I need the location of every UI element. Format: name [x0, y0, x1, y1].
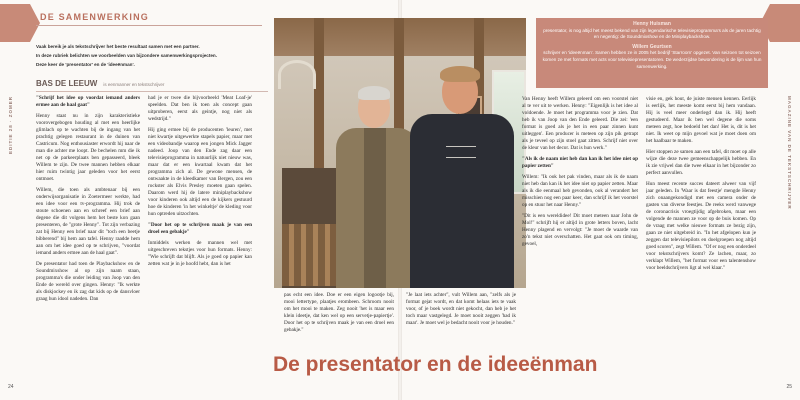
- byline-divider: [36, 91, 268, 92]
- intro-block: [36, 42, 268, 69]
- antlers-decoration: [278, 60, 316, 89]
- byline: [36, 79, 164, 88]
- vertical-label-right: MAGAZINE VAN DE TEKSTSCHRIJVER: [787, 96, 792, 210]
- article-column-3: [284, 292, 394, 348]
- paragraph: Van Henny heeft Willem geleerd om een voorstel niet al te ver uit te werken. Henny: "Eigenlijk is het idee al voldoende. Je moet het programma voor je zien. Dat heb ik van Joop van den Ende geleerd. Die zei: 'een format is goed als je het in een paar zinnen kunt uitleggen'. Een producer is meteen op zijn pik getrapt als je teveel op zijn stoel gaat zitten. Schrijf niet over de kleur van het decor. Dat is hun werk.": [522, 96, 638, 151]
- article-headline: De presentator en de ideeënman: [273, 353, 598, 376]
- subheading: "Door het op te schrijven maak je van een droel een gebakje": [148, 222, 252, 235]
- author-role: is eenmanner en tekstschrijver: [103, 82, 165, 87]
- paragraph: Inmiddels werken de mannen wel met uitgeschreven tekstjes voor hun formats. Henny: "Wie schrijft dat blijft. Als je goed op papier kan zetten wat je in je hoofd hebt, dan is het: [148, 240, 252, 267]
- author-name: BAS DE LEEUW: [36, 79, 98, 88]
- article-photo: [274, 18, 526, 288]
- vertical-label-left: EDITIE 28 · ZOMER: [8, 96, 13, 155]
- page-number-right: 25: [786, 384, 792, 390]
- article-column-4: [406, 292, 516, 348]
- article-column-2: [148, 95, 252, 357]
- article-column-5: [522, 96, 638, 358]
- paragraph: had je er twee die bijvoorbeeld 'Meat Loaf-je' speelden. Dat ben ik toen als concept gaan uitproberen, eerst als geintje, nog niet als wedstrijd.": [148, 95, 252, 122]
- bio-name-2: Willem Geurtsen: [632, 43, 672, 50]
- bio-box: [536, 18, 768, 88]
- bio-text-1: presentator, is nog altijd het meest bekend van zijn legendarische televisieprogramma's als de jaren tachtig en negentig: de Soundmixshow en de Miniplaybackshow.: [543, 27, 761, 40]
- paragraph: Henny staat nu in zijn karakteristieke voorovergebogen houding al met een heerlijke glimlach op te wachten bij de ingang van het prachtig gelegen restaurant in de duinen van Castricum. Nog enthousiaster erwordt hij naar de man die achter me loopt. De bechelen mm die ik net op de parkeerplaats ben gepasseerd, bleek Willem te zijn. De twee mannen hebben elkaar hier ruim twintig jaar geleden voor het eerst ontmoet.: [36, 113, 140, 182]
- article-column-1: [36, 95, 140, 357]
- paragraph: Hier stoppen ze samen aan een tafel, dit moet op alle wijze die deze twee gemeenschappelijk hebben. En ik zie vrijwel dan die twee elkaar in het bijzonder zo perfect aanvullen.: [646, 149, 756, 176]
- paragraph: "Dit is een wereldidee! Dit moet meteen naar John de Mol!" schrijft hij er altijd in grote letters boven, lacht Henny plagend en vervolgt: "Je moet de waarde van zo'n tekst niet overschatten. Het gaat ook om timing, gevoel,: [522, 213, 638, 247]
- section-title: DE SAMENWERKING: [40, 12, 150, 22]
- intro-line: Deze keer de 'presentator' en de 'ideeënman'.: [36, 62, 135, 67]
- subheading: "Als ik de naam niet heb dan kan ik het idee niet op papier zetten": [522, 156, 638, 169]
- header-divider: [36, 25, 262, 26]
- subheading: "Schrijf het idee op voordat iemand anders ermee aan de haal gaat": [36, 95, 140, 108]
- paragraph: Willem: "Ik ook het pak vinden, maar als ik de naam niet heb dan kan ik het idee niet op papier zetten. Maar als ik die eenmaal heb gevonden, ook al verandert het misschien nog een paar keer, dan schrijf ik het voorstel op en stuur het naar Henny.": [522, 174, 638, 208]
- paragraph: "Je laat iets achter", vult Willem aan, "zelfs als je format gejat wordt, en dat komt helaas iets te vaak voor, of je boek wordt niet gekocht, dan heb je het toch maar vastgelegd. Je moet nooit zeggen 'had ik maar'. Je moet wel je bedacht nooit voor je houden.": [406, 292, 516, 326]
- paragraph: Willem, die toen als ambtenaar bij een onderwijsorganisatie in Zoetermeer werkte, had een idee voor een tv-programma. Hij trok de stoute schoenen aan en schreef een brief aan degene die dit volgens hem het beste kon gaan presenteren, de "grote Henny". Tot zijn verbazing zat bij Henny een brief naar dit "toch een beetje bibberend" bij hem aan tafel. Henny raadde hem aan om het idee goed op te schrijven, "voordat iemand anders ermee aan de haal gaat".: [36, 187, 140, 256]
- paragraph: pas echt een idee. Doe er een eigen logootje bij, mooi lettertype, plaatjes erombeen. Schroom nooit om het mooi te maken. Zeg nooit 'het is maar een klein ideetje, dat ken wel op een servetje-papiertje'. Door het op te schrijven maak je van een droel een gebakje.": [284, 292, 394, 333]
- person-right: [406, 64, 516, 288]
- page-number-left: 24: [8, 384, 14, 390]
- paragraph: Hij ging ermee bij de producenten 'leuren', met niet kwartje uitgewerkte stapels papier, maar met een videobandje waarop een jongen Mick Jagger nadeed. Joop van den Ende zag daar een televisieprogramma in natuurlijk niet nieuw was, maar dat er een kwartaal kwam dat het programma zich al. De gewone mensen, de ontwaakte in de kleedkamer van Bergen, zou een rockster als Elvis Presley moeten gaan spelen. Daarom werd hij de latere miniplaybackshow voor kinderen ook altijd een de kijkers gestuurd hoe de kinderen 'in het winkeltje' de kleding voor hun optreden uitzochten.: [148, 127, 252, 217]
- section-tab-marker-right: [770, 4, 800, 42]
- paragraph: Hun meest recente succes dateert alweer van vijf jaar geleden. In 'Waar is dat feestje' mengde Henny zich onaangekondigd met een camera onder de gasten van diverse feestjes. De reeks werd vanwege de coronacrisis vroegtijdig afgebroken, maar een volgende de mannen ze voor op de buis komen. Op de vraag met welke nieuwe formats ze bezig zijn, gaan ze niet uitgebreid in. "In het afgelopen kun je zeggen dat televisiepilots en doelgroepen nog altijd goed scoren", zegt Willem. "Of er nog een onderdeel voor tekstschrijvers komt? Ze lachen, maar, zo verklapt Willem, "het format voor een talentenshow voor beeldschrijvers ligt al wel klaar.": [646, 181, 756, 271]
- section-tab-marker: [0, 4, 30, 42]
- bio-text-2: schrijver en 'ideeënman'. Samen hebben ze in 2005 het bedrijf 'Starroom' opgezet. Van seizoen tot seizoen komen ze met formats met acts voor televisiepresentatoren. De wederzijdse bewondering is de lijm van hun samenwerking.: [542, 50, 762, 69]
- paragraph: De presentator had toen de Playbackshow en de Soundmixshow al op zijn naam staan, programma's die onder leiding van Joop van den Ende de wereld over gingen. Henny: "Ik werkte als diskjockey en ik zag dat kids op de dansvloer graag hun idool nadeden. Dan: [36, 261, 140, 302]
- article-column-6: [646, 96, 756, 358]
- intro-line: Vaak bereik je als tekstschrijver het beste resultaat samen met een partner.: [36, 44, 200, 49]
- intro-line: In deze rubriek belichten we voorbeelden van bijzondere samenwerkingsprojecten.: [36, 53, 217, 58]
- bio-name-1: Henny Huisman: [633, 21, 671, 27]
- paragraph: visie en, gek hout, de juiste mensen kennen. Eerlijk is eerlijk, het meeste komt eerst bij hem vandaan. Hij is veel meer onderlegd dan ik. Hij heeft gestudeerd. Maar ik ben wel degene die soms meteen zegt, hoe bedoeld het dan! Het is, dit is het niet. Ik weet op mijn gevoel wat je moet doen om het haalbaar te maken.: [646, 96, 756, 144]
